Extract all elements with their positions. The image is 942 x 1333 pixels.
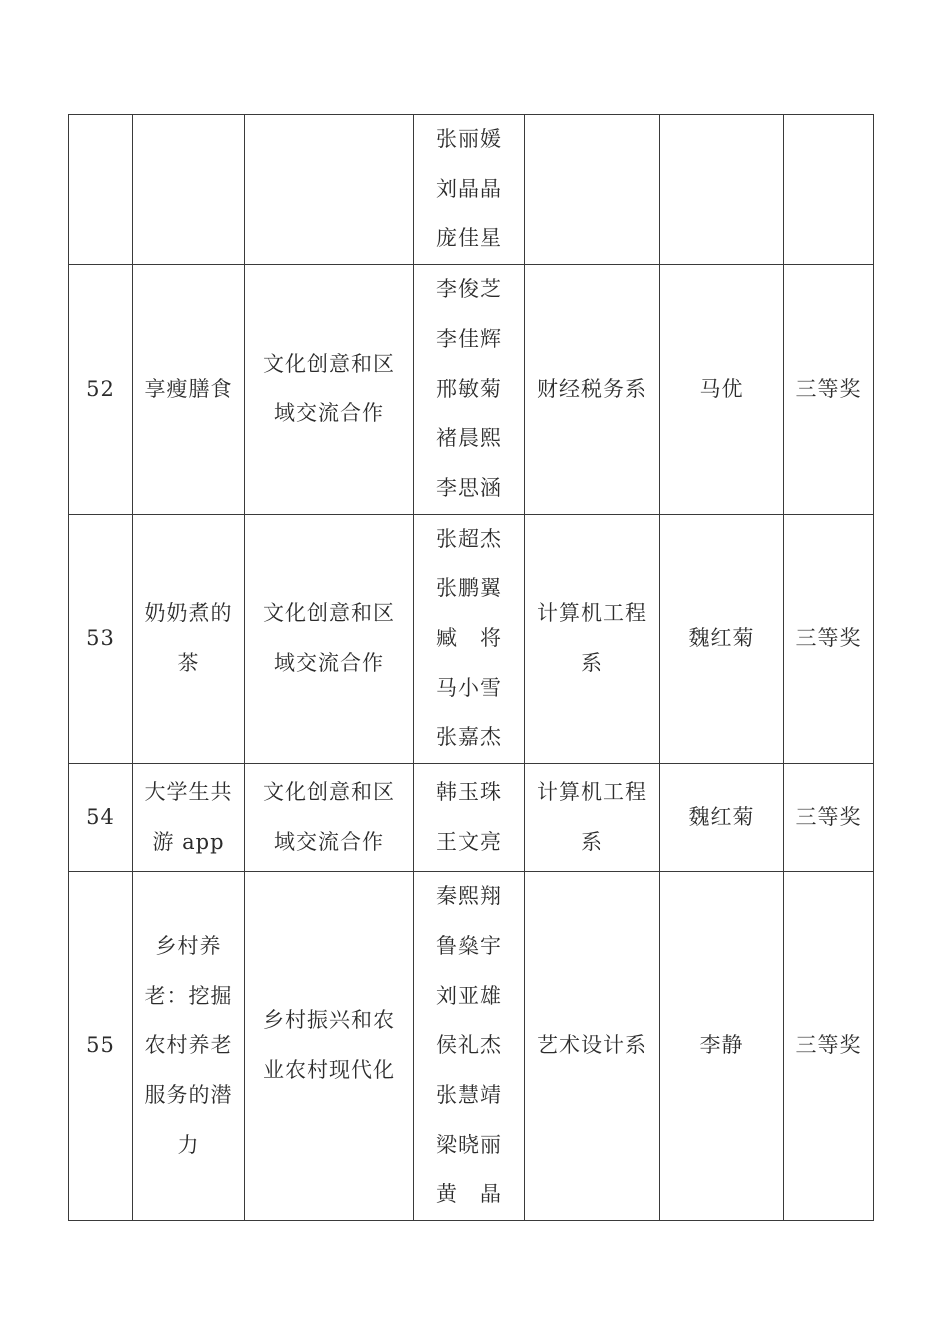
cell-advisor-text: 魏红菊 [688, 804, 755, 829]
cell-track [245, 764, 414, 872]
table-row [69, 872, 874, 1221]
cell-project-line: 奶奶煮的 [144, 601, 233, 626]
cell-track-line: 域交流合作 [274, 401, 384, 426]
table-row [69, 514, 874, 764]
cell-project [133, 265, 245, 515]
table-row [69, 764, 874, 872]
cell-department [525, 115, 660, 265]
cell-members-line: 李佳辉 [436, 326, 502, 351]
cell-number [69, 872, 133, 1221]
cell-advisor [660, 115, 784, 265]
cell-number [69, 115, 133, 265]
cell-department-line: 系 [581, 650, 603, 675]
cell-number [69, 514, 133, 764]
cell-project [133, 514, 245, 764]
cell-award [784, 265, 874, 515]
cell-track-line: 文化创意和区 [263, 351, 395, 376]
cell-members [414, 115, 525, 265]
cell-advisor [660, 265, 784, 515]
cell-members-line: 韩玉珠 [436, 779, 502, 804]
table-row [69, 265, 874, 515]
cell-project-line: 老：挖掘 [144, 983, 233, 1008]
cell-department [525, 764, 660, 872]
cell-number-text: 53 [86, 626, 115, 651]
cell-advisor-text: 李静 [699, 1033, 744, 1058]
cell-members-line: 王文亮 [436, 829, 502, 854]
cell-project-line: 游 app [152, 829, 225, 854]
cell-members [414, 265, 525, 515]
cell-track [245, 265, 414, 515]
cell-track [245, 115, 414, 265]
cell-project-line: 服务的潜 [144, 1082, 233, 1107]
cell-project [133, 872, 245, 1221]
cell-members-line: 李俊芝 [436, 277, 502, 302]
cell-members-line: 庞佳星 [436, 226, 502, 251]
cell-members-line: 鲁燊宇 [436, 933, 502, 958]
cell-project-line: 大学生共 [144, 779, 233, 804]
cell-members-line: 臧 将 [436, 626, 502, 651]
cell-members-line: 梁晓丽 [436, 1132, 502, 1157]
cell-project-line: 农村养老 [144, 1033, 233, 1058]
cell-number-text: 54 [86, 804, 115, 829]
cell-award-text: 三等奖 [795, 626, 862, 651]
cell-advisor [660, 764, 784, 872]
cell-members-line: 张慧靖 [436, 1082, 502, 1107]
cell-department [525, 872, 660, 1221]
cell-track-line: 文化创意和区 [263, 601, 395, 626]
cell-members-line: 张嘉杰 [436, 725, 502, 750]
cell-advisor-text: 魏红菊 [688, 626, 755, 651]
cell-track [245, 514, 414, 764]
cell-number [69, 265, 133, 515]
cell-advisor [660, 872, 784, 1221]
cell-track-line: 域交流合作 [274, 650, 384, 675]
cell-project [133, 764, 245, 872]
cell-members-line: 李思涵 [436, 475, 502, 500]
cell-members [414, 872, 525, 1221]
cell-award-text: 三等奖 [795, 1033, 862, 1058]
cell-advisor-text: 马优 [699, 376, 744, 401]
cell-advisor [660, 514, 784, 764]
cell-department [525, 265, 660, 515]
cell-department-line: 财经税务系 [537, 376, 647, 401]
cell-number-text: 55 [86, 1033, 115, 1058]
cell-members-line: 邢敏菊 [436, 376, 502, 401]
cell-members [414, 514, 525, 764]
cell-track-line: 乡村振兴和农 [263, 1008, 395, 1033]
cell-project-line: 乡村养 [155, 933, 222, 958]
cell-department-line: 系 [581, 829, 603, 854]
cell-members-line: 秦熙翔 [436, 884, 502, 909]
cell-members-line: 张鹏翼 [436, 576, 502, 601]
cell-number-text: 52 [86, 376, 115, 401]
award-table [68, 114, 874, 1221]
table-row [69, 115, 874, 265]
cell-department [525, 514, 660, 764]
cell-department-line: 计算机工程 [537, 601, 647, 626]
cell-members [414, 764, 525, 872]
cell-number [69, 764, 133, 872]
cell-award [784, 115, 874, 265]
cell-members-line: 张丽媛 [436, 127, 502, 151]
cell-members-line: 刘亚雄 [436, 983, 502, 1008]
cell-award-text: 三等奖 [795, 804, 862, 829]
cell-project-line: 力 [177, 1132, 200, 1157]
cell-members-line: 刘晶晶 [436, 176, 502, 201]
cell-department-line: 艺术设计系 [537, 1033, 647, 1058]
cell-members-line: 马小雪 [436, 675, 502, 700]
table-body [69, 115, 874, 1221]
cell-members-line: 张超杰 [436, 526, 502, 551]
cell-award [784, 514, 874, 764]
cell-track [245, 872, 414, 1221]
cell-project-line: 享瘦膳食 [144, 376, 233, 401]
cell-project-line: 茶 [177, 650, 200, 675]
cell-award-text: 三等奖 [795, 376, 862, 401]
cell-award [784, 764, 874, 872]
cell-project [133, 115, 245, 265]
cell-track-line: 域交流合作 [274, 829, 384, 854]
cell-track-line: 文化创意和区 [263, 779, 395, 804]
cell-award [784, 872, 874, 1221]
cell-members-line: 侯礼杰 [436, 1033, 502, 1058]
cell-members-line: 黄 晶 [436, 1182, 502, 1207]
cell-track-line: 业农村现代化 [263, 1058, 395, 1083]
cell-department-line: 计算机工程 [537, 779, 647, 804]
cell-members-line: 褚晨熙 [436, 426, 502, 451]
